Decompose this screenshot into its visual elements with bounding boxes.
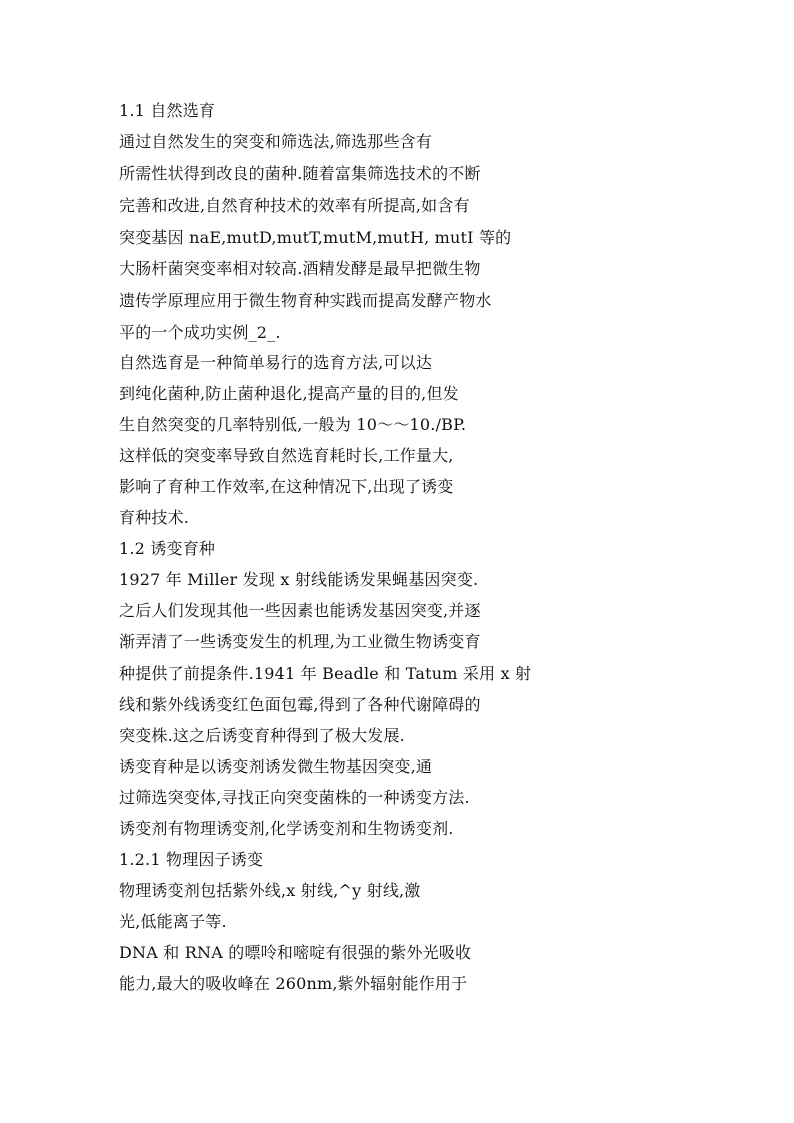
text-line: 物理诱变剂包括紫外线,x 射线,^y 射线,激 — [119, 881, 421, 900]
text-line: 线和紫外线诱变红色面包霉,得到了各种代谢障碍的 — [119, 695, 481, 714]
section-heading-1-2-1: 1.2.1 物理因子诱变 — [119, 850, 264, 869]
text-line: 突变株.这之后诱变育种得到了极大发展. — [119, 726, 405, 745]
text-line: 之后人们发现其他一些因素也能诱发基因突变,并逐 — [119, 601, 481, 620]
text-line: 通过自然发生的突变和筛选法,筛选那些含有 — [119, 132, 433, 151]
text-line: 育种技术. — [119, 508, 190, 527]
section-heading-1-1: 1.1 自然选育 — [119, 101, 216, 120]
text-line: 完善和改进,自然育种技术的效率有所提高,如含有 — [119, 196, 470, 215]
text-line: 影响了育种工作效率,在这种情况下,出现了诱变 — [119, 477, 454, 496]
text-line: 诱变育种是以诱变剂诱发微生物基因突变,通 — [119, 757, 433, 776]
text-line: 这样低的突变率导致自然选育耗时长,工作量大, — [119, 446, 454, 465]
text-line: 1927 年 Miller 发现 x 射线能诱发果蝇基因突变. — [119, 570, 479, 589]
text-line: 生自然突变的几率特别低,一般为 10～～10./BP. — [119, 415, 467, 434]
text-line: 所需性状得到改良的菌种.随着富集筛选技术的不断 — [119, 164, 481, 183]
text-line: 自然选育是一种简单易行的选育方法,可以达 — [119, 353, 433, 372]
text-line: DNA 和 RNA 的嘌呤和嘧啶有很强的紫外光吸收 — [119, 943, 472, 962]
text-line: 光,低能离子等. — [119, 912, 227, 931]
text-line: 过筛选突变体,寻找正向突变菌株的一种诱变方法. — [119, 788, 470, 807]
text-line: 平的一个成功实例_2_. — [119, 323, 281, 342]
text-line: 诱变剂有物理诱变剂,化学诱变剂和生物诱变剂. — [119, 819, 454, 838]
text-line: 大肠杆菌突变率相对较高.酒精发酵是最早把微生物 — [119, 259, 481, 278]
text-line: 遗传学原理应用于微生物育种实践而提高发酵产物水 — [119, 291, 492, 310]
text-line: 渐弄清了一些诱变发生的机理,为工业微生物诱变育 — [119, 632, 481, 651]
section-heading-1-2: 1.2 诱变育种 — [119, 539, 216, 558]
text-line: 能力,最大的吸收峰在 260nm,紫外辐射能作用于 — [119, 974, 468, 993]
text-line: 到纯化菌种,防止菌种退化,提高产量的目的,但发 — [119, 384, 459, 403]
text-line: 突变基因 naE,mutD,mutT,mutM,mutH, mutI 等的 — [119, 228, 512, 247]
text-line: 种提供了前提条件.1941 年 Beadle 和 Tatum 采用 x 射 — [119, 664, 532, 683]
